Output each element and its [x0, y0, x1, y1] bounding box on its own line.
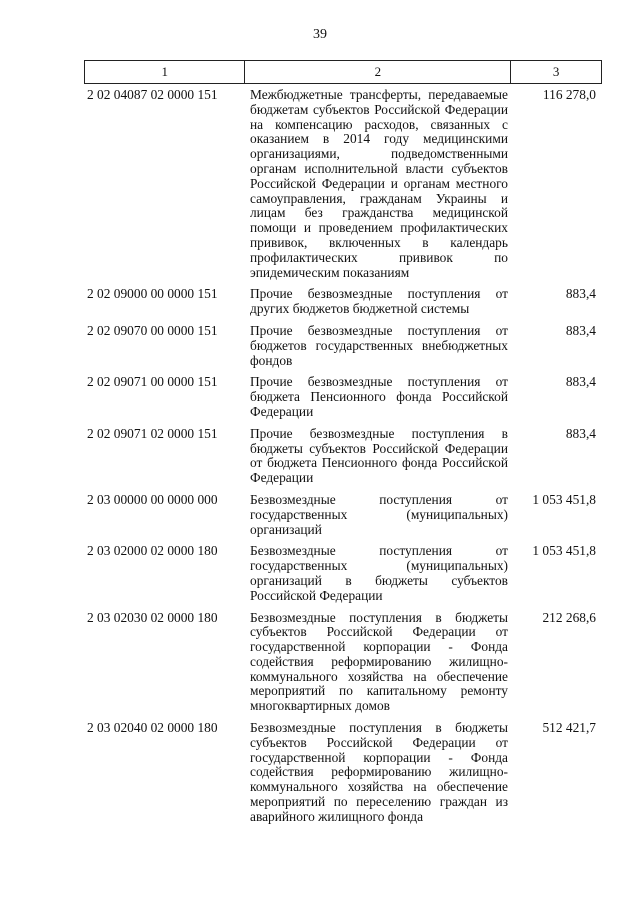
- amount-value: 883,4: [565, 374, 596, 390]
- table-row: [84, 427, 602, 486]
- amount-value: 1 053 451,8: [532, 543, 596, 559]
- amount-value: 116 278,0: [542, 87, 596, 102]
- budget-code: 2 02 09070 00 0000 151: [87, 322, 218, 338]
- amount-value: 883,4: [565, 322, 596, 338]
- amount-value: 1 053 451,8: [532, 491, 596, 507]
- table-row: [84, 287, 602, 317]
- row-description: Прочие безвозмездные поступления от бюджета Пенсионного фонда Российской Федерации: [250, 374, 508, 419]
- table-row: [84, 493, 602, 537]
- budget-code: 2 03 02030 02 0000 180: [87, 609, 218, 625]
- column-header-2: 2: [245, 61, 511, 83]
- budget-code: 2 03 02040 02 0000 180: [87, 720, 218, 736]
- budget-code: 2 02 09071 00 0000 151: [87, 374, 218, 390]
- table-row: [84, 324, 602, 368]
- row-description: Безвозмездные поступления от государственных (муниципальных) организаций в бюджеты субъектов Российской Федерации: [250, 543, 508, 603]
- table-row: [84, 721, 602, 825]
- amount-value: 883,4: [565, 425, 596, 441]
- table-row: [84, 88, 602, 280]
- row-description: Межбюджетные трансферты, передаваемые бюджетам субъектов Российской Федерации на компенсацию расходов, связанных с оказанием в 2014 году медицинскими организациями, подведомственными органам исполнительной власти субъектов Российской Федерации и органам местного самоуправления, гражданам Украины и лицам без гражданства медицинской помощи и проведением профилактических прививок, включенных в календарь профилактических прививок по эпидемическим показаниям: [250, 87, 508, 280]
- row-description: Прочие безвозмездные поступления от других бюджетов бюджетной системы: [250, 286, 508, 317]
- amount-value: 512 421,7: [542, 720, 596, 736]
- row-description: Прочие безвозмездные поступления в бюджеты субъектов Российской Федерации от бюджета Пенсионного фонда Российской Федерации: [250, 425, 508, 486]
- table-row: [84, 375, 602, 419]
- table-row: [84, 544, 602, 603]
- table-body: [84, 88, 602, 832]
- amount-value: 883,4: [565, 286, 596, 302]
- page-number: 39: [313, 27, 327, 42]
- row-description: Безвозмездные поступления в бюджеты субъектов Российской Федерации от государственной корпорации - Фонда содействия реформированию жилищно-коммунального хозяйства на обеспечение мероприятий по переселению граждан из аварийного жилищного фонда: [250, 720, 508, 824]
- budget-code: 2 03 02000 02 0000 180: [87, 543, 218, 559]
- table-row: [84, 611, 602, 715]
- row-description: Прочие безвозмездные поступления от бюджетов государственных внебюджетных фондов: [250, 322, 508, 368]
- budget-code: 2 02 04087 02 0000 151: [87, 87, 218, 102]
- table-header: [84, 60, 602, 84]
- budget-code: 2 03 00000 00 0000 000: [87, 491, 218, 507]
- row-description: Безвозмездные поступления в бюджеты субъектов Российской Федерации от государственной корпорации - Фонда содействия реформированию жилищно-коммунального хозяйства на обеспечение мероприятий по капитальному ремонту многоквартирных домов: [250, 609, 508, 714]
- amount-value: 212 268,6: [542, 609, 596, 625]
- row-description: Безвозмездные поступления от государственных (муниципальных) организаций: [250, 491, 508, 537]
- budget-code: 2 02 09071 02 0000 151: [87, 425, 218, 441]
- budget-code: 2 02 09000 00 0000 151: [87, 286, 218, 302]
- column-header-3: 3: [552, 64, 560, 79]
- column-header-1: 1: [85, 61, 245, 83]
